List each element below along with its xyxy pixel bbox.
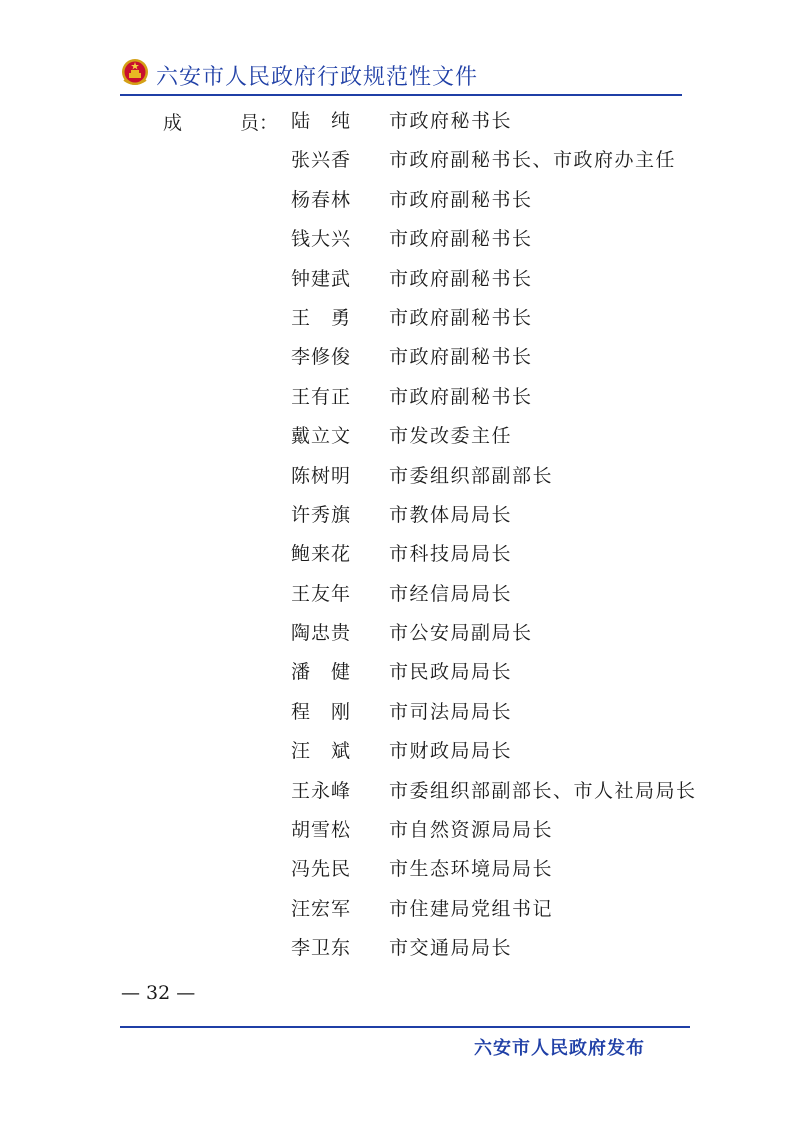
member-list: [291, 108, 697, 975]
member-name: 戴立文: [291, 425, 352, 448]
member-name: 陶忠贵: [291, 622, 352, 645]
member-name: 冯先民: [291, 858, 352, 881]
member-title: 市公安局副局长: [389, 622, 533, 645]
list-item: [291, 187, 697, 226]
member-name: 潘 健: [291, 661, 352, 684]
header-title: 六安市人民政府行政规范性文件: [156, 65, 479, 90]
footer-divider: [120, 1026, 690, 1028]
member-name: 许秀旗: [291, 503, 352, 526]
member-name: 王有正: [291, 385, 352, 408]
document-header: [120, 58, 685, 98]
list-item: [291, 423, 697, 462]
member-title: 市政府副秘书长: [389, 385, 533, 408]
member-title: 市政府秘书长: [389, 110, 513, 132]
member-title: 市委组织部副部长: [389, 464, 554, 487]
list-item: [291, 620, 697, 659]
member-title: 市交通局局长: [389, 937, 513, 960]
member-title: 市民政局局长: [389, 661, 513, 684]
list-item: [291, 305, 697, 344]
member-name: 杨春林: [291, 188, 352, 211]
member-title: 市政府副秘书长: [389, 188, 533, 211]
header-divider: [120, 94, 682, 96]
member-name: 陈树明: [291, 464, 352, 487]
member-title: 市司法局局长: [389, 700, 513, 723]
member-name: 陆 纯: [291, 110, 352, 132]
list-item: [291, 581, 697, 620]
member-title: 市科技局局长: [389, 543, 513, 566]
list-item: [291, 738, 697, 777]
list-item: [291, 463, 697, 502]
list-item: [291, 384, 697, 423]
member-title: 市经信局局长: [389, 582, 513, 605]
member-title: 市自然资源局局长: [389, 819, 554, 842]
member-name: 鲍来花: [291, 543, 352, 566]
member-name: 程 刚: [291, 700, 352, 723]
list-item: [291, 856, 697, 895]
list-item: [291, 659, 697, 698]
member-title: 市委组织部副部长、市人社局局长: [389, 779, 697, 802]
member-title: 市政府副秘书长: [389, 228, 533, 251]
list-item: [291, 935, 697, 974]
member-name: 王 勇: [291, 306, 352, 329]
member-title: 市政府副秘书长: [389, 267, 533, 290]
list-item: [291, 817, 697, 856]
list-item: [291, 226, 697, 265]
list-item: [291, 778, 697, 817]
footer-publisher: 六安市人民政府发布: [474, 1038, 645, 1059]
role-label-char: 成: [163, 112, 183, 134]
member-name: 钟建武: [291, 267, 352, 290]
member-title: 市政府副秘书长: [389, 306, 533, 329]
list-item: [291, 344, 697, 383]
member-title: 市住建局党组书记: [389, 897, 554, 920]
page-number: — 32 —: [121, 982, 196, 1004]
member-title: 市教体局局长: [389, 503, 513, 526]
member-title: 市生态环境局局长: [389, 858, 554, 881]
member-name: 王友年: [291, 582, 352, 605]
list-item: [291, 147, 697, 186]
member-title: 市政府副秘书长: [389, 346, 533, 369]
list-item: [291, 896, 697, 935]
member-name: 汪 斌: [291, 740, 352, 763]
list-item: [291, 541, 697, 580]
role-label-suffix: 员：: [240, 112, 279, 134]
list-item: [291, 699, 697, 738]
member-name: 胡雪松: [291, 819, 352, 842]
member-name: 李卫东: [291, 937, 352, 960]
member-name: 王永峰: [291, 779, 352, 802]
list-item: [291, 502, 697, 541]
member-title: 市发改委主任: [389, 425, 513, 448]
list-item: [291, 108, 697, 147]
member-name: 李修俊: [291, 346, 352, 369]
member-title: 市财政局局长: [389, 740, 513, 763]
member-name: 汪宏军: [291, 897, 352, 920]
member-title: 市政府副秘书长、市政府办主任: [389, 149, 677, 172]
role-label: [163, 108, 278, 135]
member-name: 张兴香: [291, 149, 352, 172]
national-emblem-icon: [120, 58, 150, 88]
list-item: [291, 266, 697, 305]
member-name: 钱大兴: [291, 228, 352, 251]
